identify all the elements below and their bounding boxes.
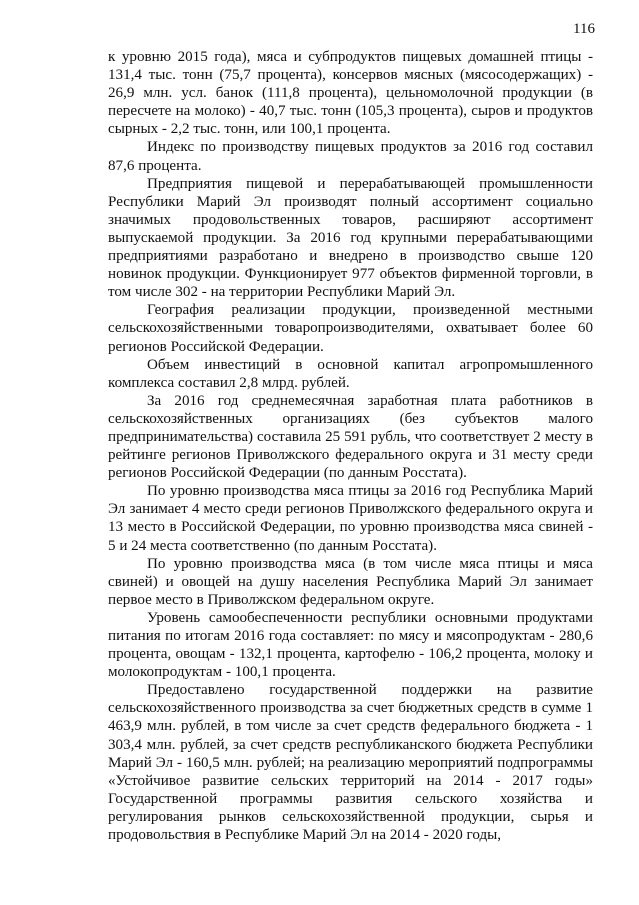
paragraph-average-salary: За 2016 год среднемесячная заработная плата работников в сельскохозяйственных организациях (без субъектов малого предпринимательства) составила 25 591 рубль, что соответствует 2 месту в рейтинге регионов Приволжского федерального округа и 31 месту среди регионов Российской Федерации (по данным Росстата).	[108, 392, 593, 482]
paragraph-per-capita-ranking: По уровню производства мяса (в том числе мяса птицы и мяса свиней) и овощей на душу населения Республика Марий Эл занимает первое место в Приволжском федеральном округе.	[108, 555, 593, 608]
paragraph-poultry-ranking: По уровню производства мяса птицы за 2016 год Республика Марий Эл занимает 4 место среди регионов Приволжского федерального округа и 13 место в Российской Федерации, по уровню производства мяса свиней - 5 и 24 места соответственно (по данным Росстата).	[108, 483, 593, 554]
paragraph-continued: к уровню 2015 года), мяса и субпродуктов пищевых домашней птицы - 131,4 тыс. тонн (75,7 процента), консервов мясных (мясосодержащих) - 26,9 млн. усл. банок (111,8 процента), цельномолочной продукции (в пересчете на молоко) - 40,7 тыс. тонн (105,3 процента), сыров и продуктов сырных - 2,2 тыс. тонн, или 100,1 процента.	[108, 49, 593, 138]
paragraph-state-support: Предоставлено государственной поддержки на развитие сельскохозяйственного производства за счет бюджетных средств в сумме 1 463,9 млн. рублей, в том числе за счет средств федерального бюджета - 1 303,4 млн. рублей, за счет средств республиканского бюджета Республики Марий Эл - 160,5 млн. рублей; на реализацию мероприятий подпрограммы «Устойчивое развитие сельских территорий на 2014 - 2017 годы» Государственной программы развития сельского хозяйства и регулирования рынков сельскохозяйственной продукции, сырья и продовольствия в Республике Марий Эл на 2014 - 2020 годы,	[108, 682, 593, 844]
page-number: 116	[573, 21, 595, 37]
paragraph-sales-geography: География реализации продукции, произведенной местными сельскохозяйственными товаропроизводителями, охватывает более 60 регионов Российской Федерации.	[108, 302, 593, 355]
paragraph-food-index: Индекс по производству пищевых продуктов за 2016 год составил 87,6 процента.	[108, 139, 593, 174]
document-body	[108, 48, 593, 844]
paragraph-self-sufficiency: Уровень самообеспеченности республики основными продуктами питания по итогам 2016 года составляет: по мясу и мясопродуктам - 280,6 процента, овощам - 132,1 процента, картофелю - 106,2 процента, молоку и молокопродуктам - 100,1 процента.	[108, 609, 593, 681]
paragraph-food-enterprises: Предприятия пищевой и перерабатывающей промышленности Республики Марий Эл производят полный ассортимент социально значимых продовольственных товаров, расширяют ассортимент выпускаемой продукции. За 2016 год крупными перерабатывающими предприятиями разработано и внедрено в производство свыше 120 новинок продукции. Функционирует 977 объектов фирменной торговли, в том числе 302 - на территории Республики Марий Эл.	[108, 175, 593, 301]
paragraph-investments: Объем инвестиций в основной капитал агропромышленного комплекса составил 2,8 млрд. рублей.	[108, 356, 593, 391]
